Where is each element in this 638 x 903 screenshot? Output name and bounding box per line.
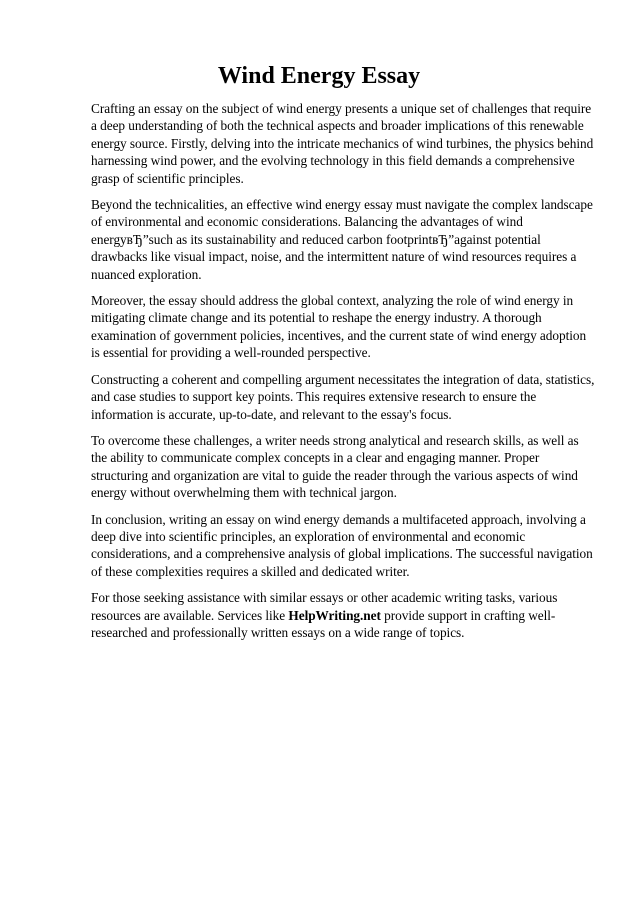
paragraph-2: Beyond the technicalities, an effective wind energy essay must navigate the complex landscape of environmental and economic considerations. Balancing the advantages of wind energyвЂ”such as its sustainability and reduced carbon footprintвЂ”against potential drawbacks like visual impact, noise, and the intermittent nature of wind resources requires a nuanced exploration. <box>91 197 593 282</box>
paragraph-1: Crafting an essay on the subject of wind energy presents a unique set of challenges that require a deep understanding of both the technical aspects and broader implications of this renewable energy source. Firstly, delving into the intricate mechanics of wind turbines, the physics behind harnessing wind power, and the evolving technology in this field demands a comprehensive grasp of scientific principles. <box>91 101 594 186</box>
paragraph-3: Moreover, the essay should address the global context, analyzing the role of wind energy in mitigating climate change and its potential to reshape the energy industry. A thorough examination of government policies, incentives, and the current state of wind energy adoption is essential for providing a well-rounded perspective. <box>91 293 587 361</box>
helpwriting-link[interactable]: HelpWriting.net <box>288 607 381 623</box>
page-title: Wind Energy Essay <box>217 63 421 89</box>
closing-text-after: provide support in crafting well-researched and professionally written essays on a wide range of topics. <box>91 607 556 640</box>
paragraph-5: To overcome these challenges, a writer needs strong analytical and research skills, as well as the ability to communicate complex concepts in a clear and engaging manner. Proper structuring and organization are vital to guide the reader through the various aspects of wind energy without overwhelming them with technical jargon. <box>91 432 579 501</box>
closing-text-before: For those seeking assistance with similar essays or other academic writing tasks, various resources are available. Services like <box>91 590 558 623</box>
essay-body <box>91 100 595 650</box>
paragraph-6: In conclusion, writing an essay on wind energy demands a multifaceted approach, involving a deep dive into scientific principles, an exploration of environmental and economic considerations, and a comprehensive analysis of global implications. The successful navigation of these complexities requires a skilled and dedicated writer. <box>91 511 593 579</box>
paragraph-4: Constructing a coherent and compelling argument necessitates the integration of data, statistics, and case studies to support key points. This requires extensive research to ensure the information is accurate, up-to-date, and relevant to the essay's focus. <box>91 371 595 422</box>
closing-paragraph <box>91 589 595 641</box>
